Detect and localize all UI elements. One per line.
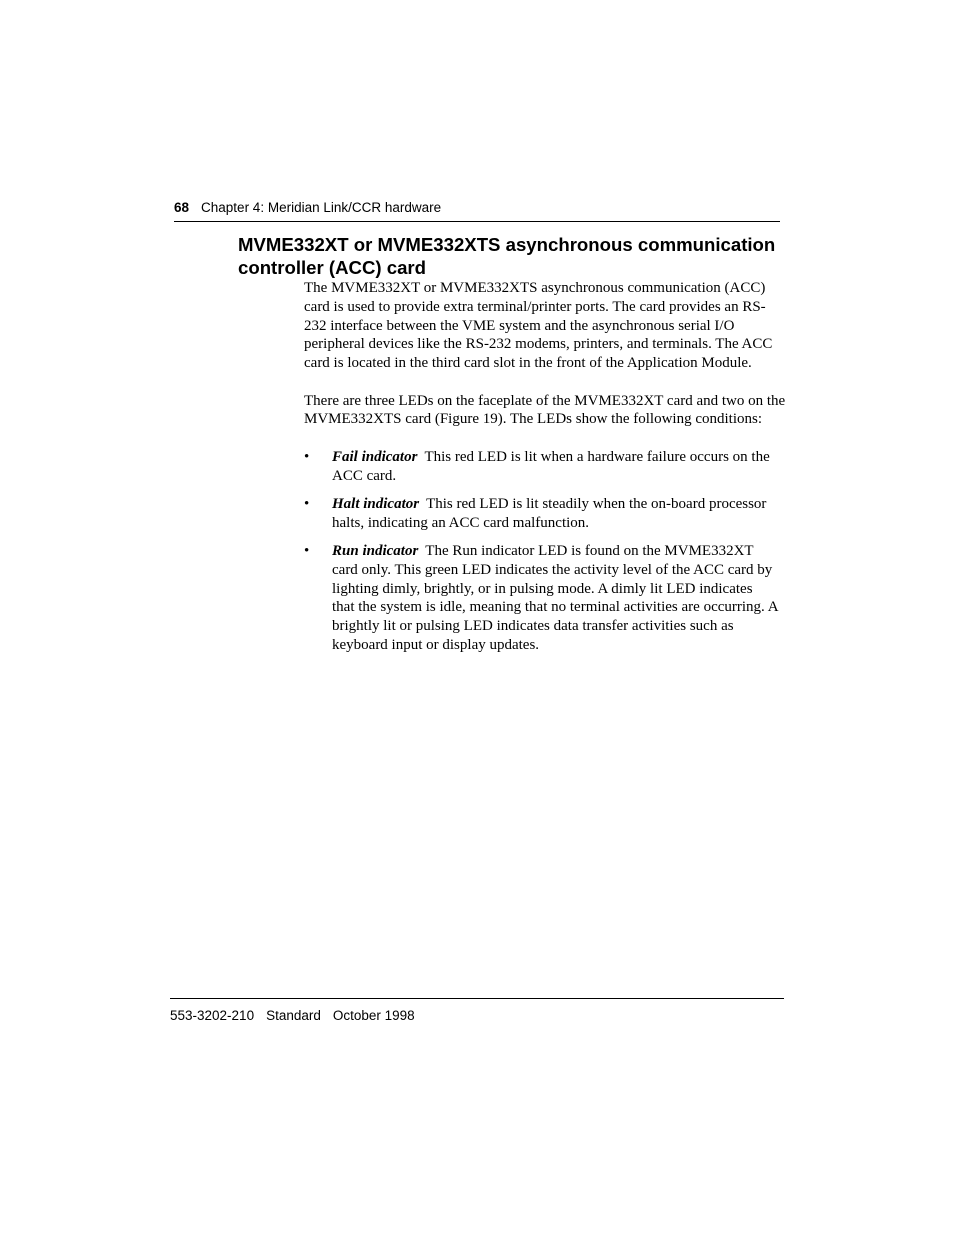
document-status: Standard (266, 1008, 321, 1023)
chapter-title: Chapter 4: Meridian Link/CCR hardware (201, 200, 442, 215)
bullet-icon: • (304, 542, 310, 559)
bullet-term: Fail indicator (332, 448, 418, 465)
indicator-list (304, 448, 786, 655)
bullet-icon: • (304, 495, 310, 512)
list-item (304, 542, 778, 655)
section-body (304, 279, 786, 664)
bullet-term: Run indicator (332, 542, 419, 559)
list-item (304, 495, 778, 533)
page-number: 68 (174, 200, 190, 215)
paragraph: There are three LEDs on the faceplate of the MVME332XT card and two on the MVME332XTS card (Figure 19). The LEDs show the following conditions: (304, 392, 786, 428)
document-number: 553-3202-210 (170, 1008, 255, 1023)
document-date: October 1998 (332, 1008, 415, 1023)
bullet-text: The Run indicator LED is found on the MVME332XT card only. This green LED indicates the activity level of the ACC card by lighting dimly, brightly, or in pulsing mode. A dimly lit LED indicates that the system is idle, meaning that no terminal activities are occurring. A brightly lit or pulsing LED indicates data transfer activities such as keyboard input or display updates. (332, 542, 778, 653)
bullet-term: Halt indicator (332, 495, 420, 512)
page-footer (170, 998, 784, 1025)
list-item (304, 448, 778, 486)
page-header (174, 199, 780, 222)
bullet-icon: • (304, 448, 310, 465)
paragraph: The MVME332XT or MVME332XTS asynchronous communication (ACC) card is used to provide extra terminal/printer ports. The card provides an RS-232 interface between the VME system and the asynchronous serial I/O peripheral devices like the RS-232 modems, printers, and terminals. The ACC card is located in the third card slot in the front of the Application Module. (304, 280, 773, 372)
bullet-text: This red LED is lit steadily when the on-board processor halts, indicating an ACC card malfunction. (332, 495, 767, 531)
section-title: MVME332XT or MVME332XTS asynchronous communication controller (ACC) card (238, 234, 776, 278)
bullet-text: This red LED is lit when a hardware failure occurs on the ACC card. (332, 448, 770, 484)
